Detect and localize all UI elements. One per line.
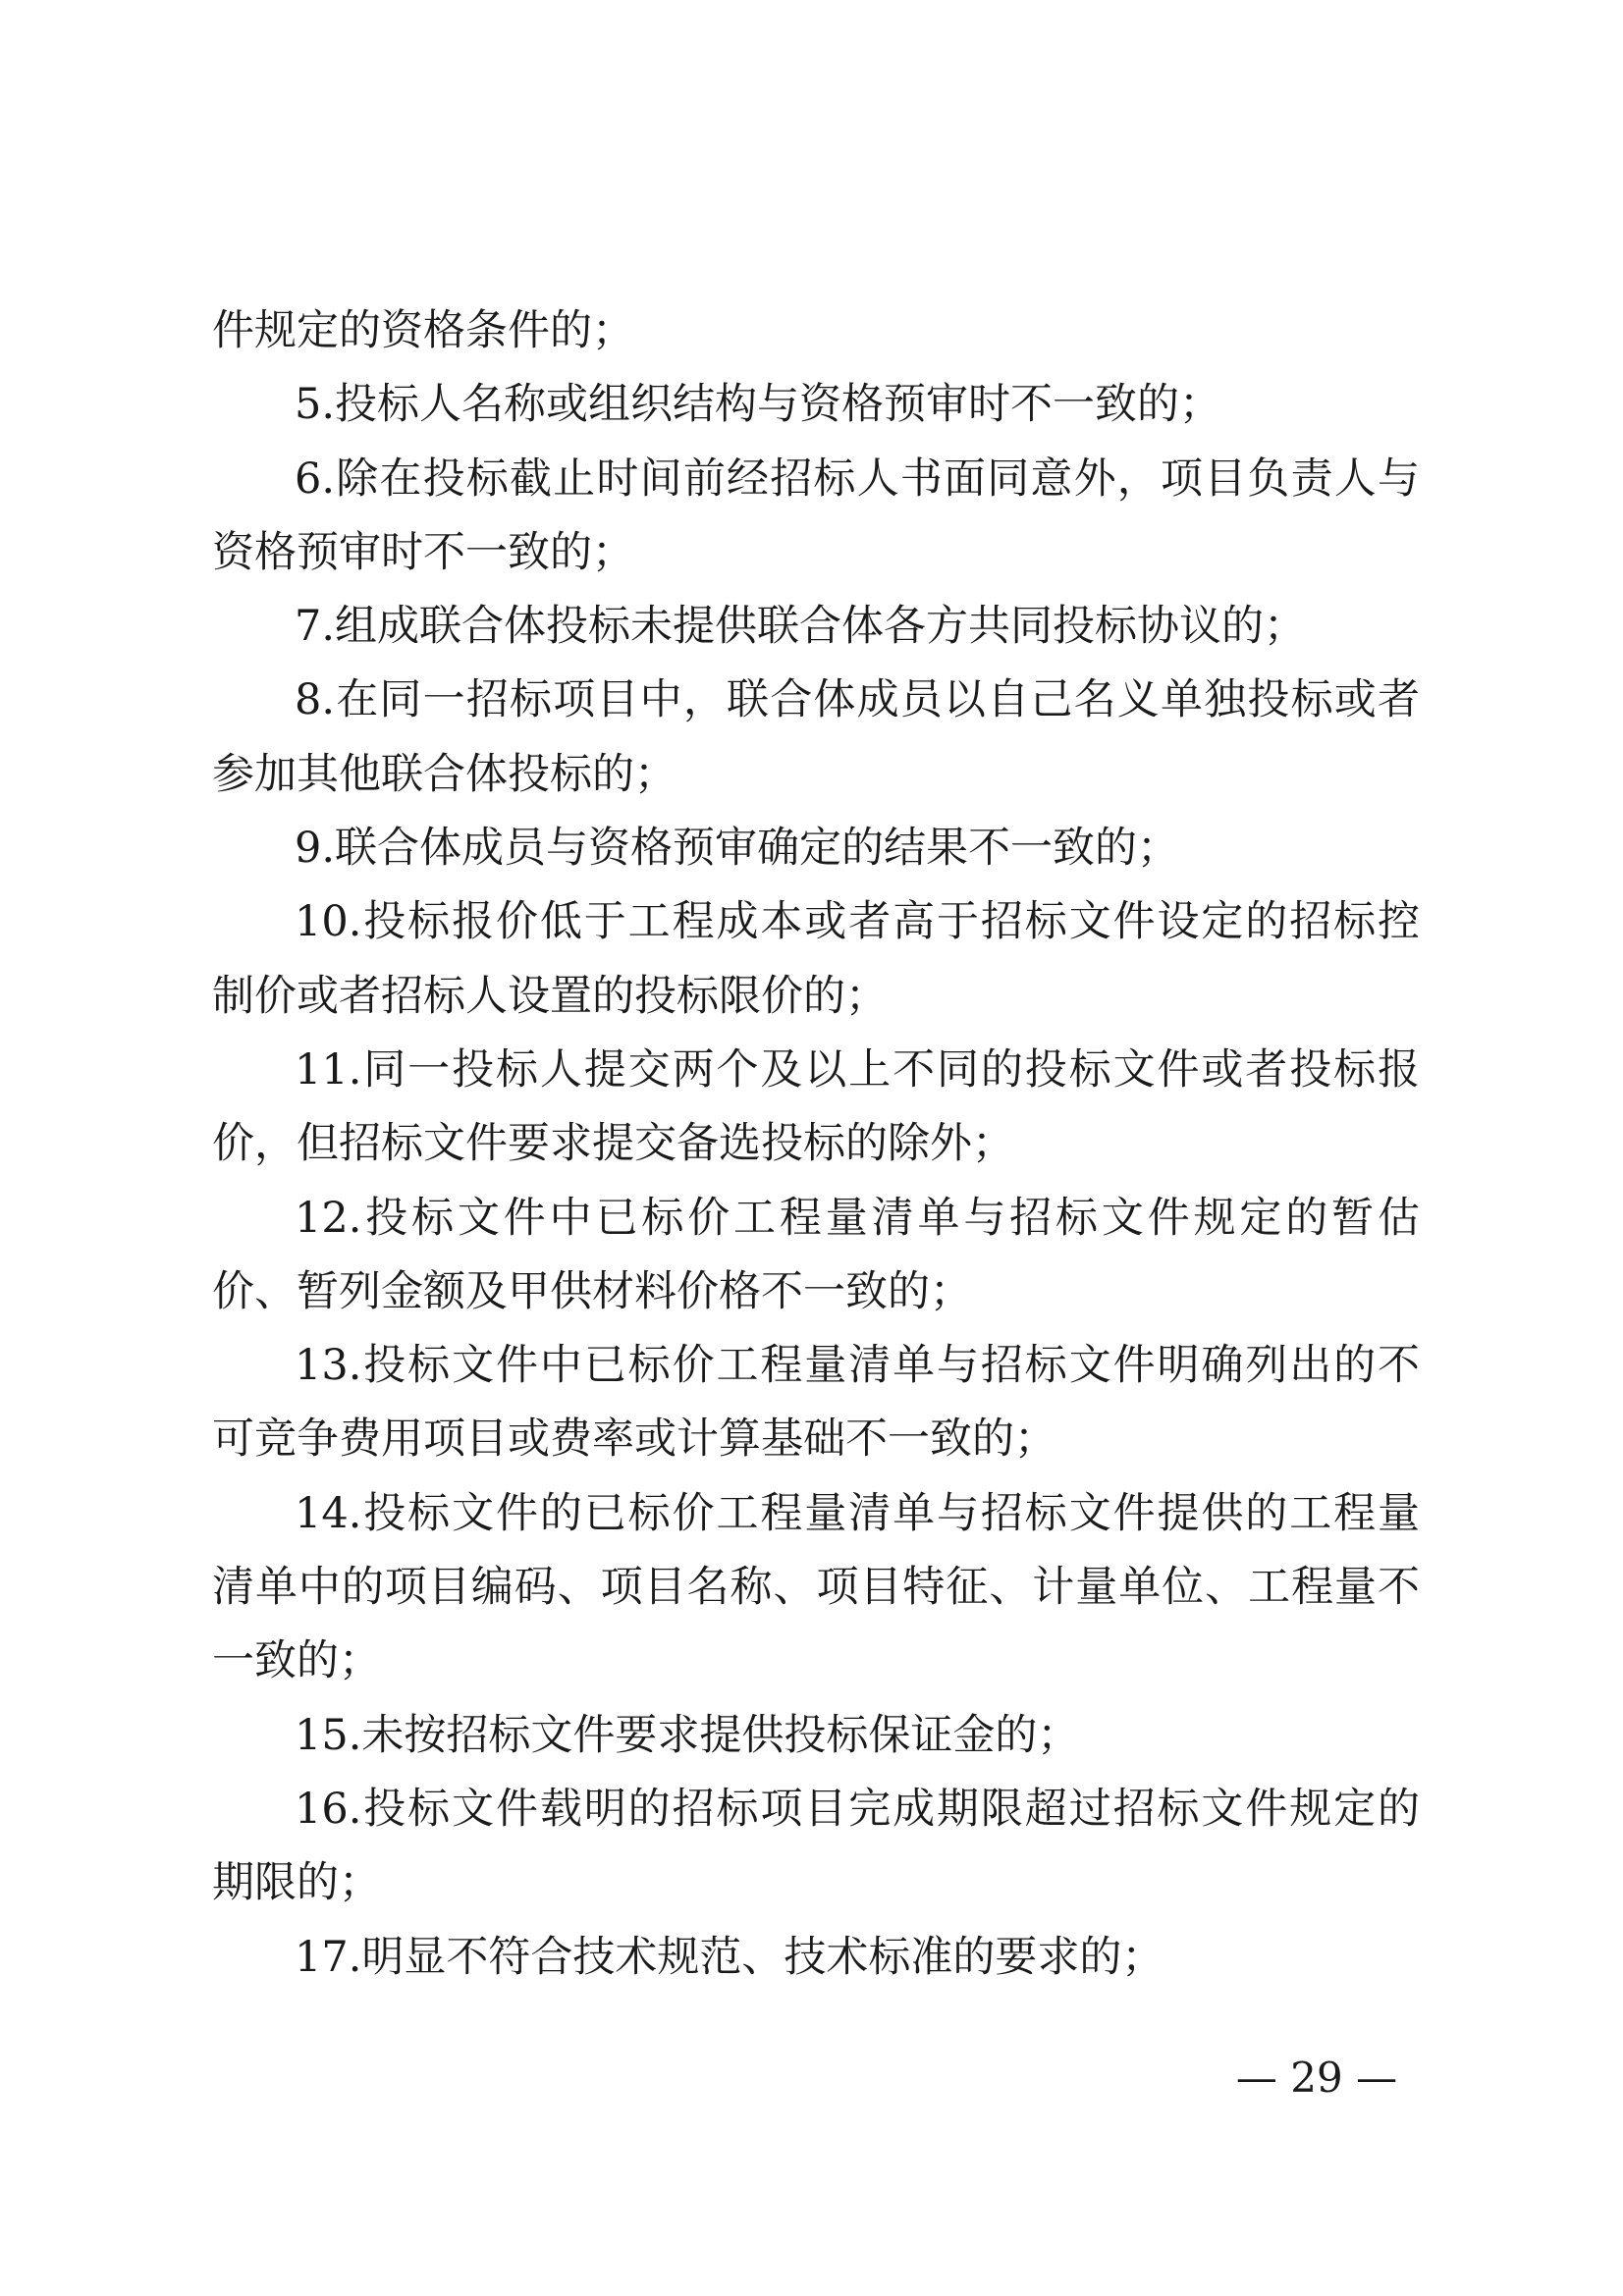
text-line: 10.投标报价低于工程成本或者高于招标文件设定的招标控 [295, 897, 1420, 947]
text-line: 14.投标文件的已标价工程量清单与招标文件提供的工程量 [295, 1488, 1420, 1538]
text-line: 13.投标文件中已标价工程量清单与招标文件明确列出的不 [295, 1341, 1420, 1391]
text-line: 制价或者招标人设置的投标限价的； [212, 971, 888, 1021]
text-line: 11.同一投标人提交两个及以上不同的投标文件或者投标报 [295, 1044, 1420, 1095]
text-line: 15.未按招标文件要求提供投标保证金的； [295, 1710, 1080, 1760]
text-line: 清单中的项目编码、项目名称、项目特征、计量单位、工程量不 [212, 1563, 1420, 1613]
text-line: 资格预审时不一致的； [212, 527, 634, 577]
text-line: 件规定的资格条件的； [212, 306, 634, 355]
text-line: 9.联合体成员与资格预审确定的结果不一致的； [295, 824, 1180, 874]
text-line: 17.明显不符合技术规范、技术标准的要求的； [295, 1932, 1164, 1982]
text-line: 价、暂列金额及甲供材料价格不一致的； [212, 1266, 972, 1316]
text-line: 期限的； [212, 1858, 381, 1908]
text-line: 一致的； [212, 1636, 381, 1686]
text-line: 16.投标文件载明的招标项目完成期限超过招标文件规定的 [295, 1784, 1420, 1834]
text-line: 可竞争费用项目或费率或计算基础不一致的； [212, 1415, 1056, 1465]
text-line: 参加其他联合体投标的； [212, 749, 676, 799]
text-line: 7.组成联合体投标未提供联合体各方共同投标协议的； [295, 602, 1307, 652]
page-number: — 29 — [1235, 2054, 1398, 2102]
text-line: 8.在同一招标项目中，联合体成员以自己名义单独投标或者 [295, 675, 1420, 725]
text-line: 5.投标人名称或组织结构与资格预审时不一致的； [295, 380, 1222, 430]
text-line: 12.投标文件中已标价工程量清单与招标文件规定的暂估 [295, 1193, 1420, 1243]
text-line: 价，但招标文件要求提交备选投标的除外； [212, 1119, 1014, 1169]
text-line: 6.除在投标截止时间前经招标人书面同意外，项目负责人与 [295, 454, 1420, 504]
body-text [212, 294, 1420, 1995]
